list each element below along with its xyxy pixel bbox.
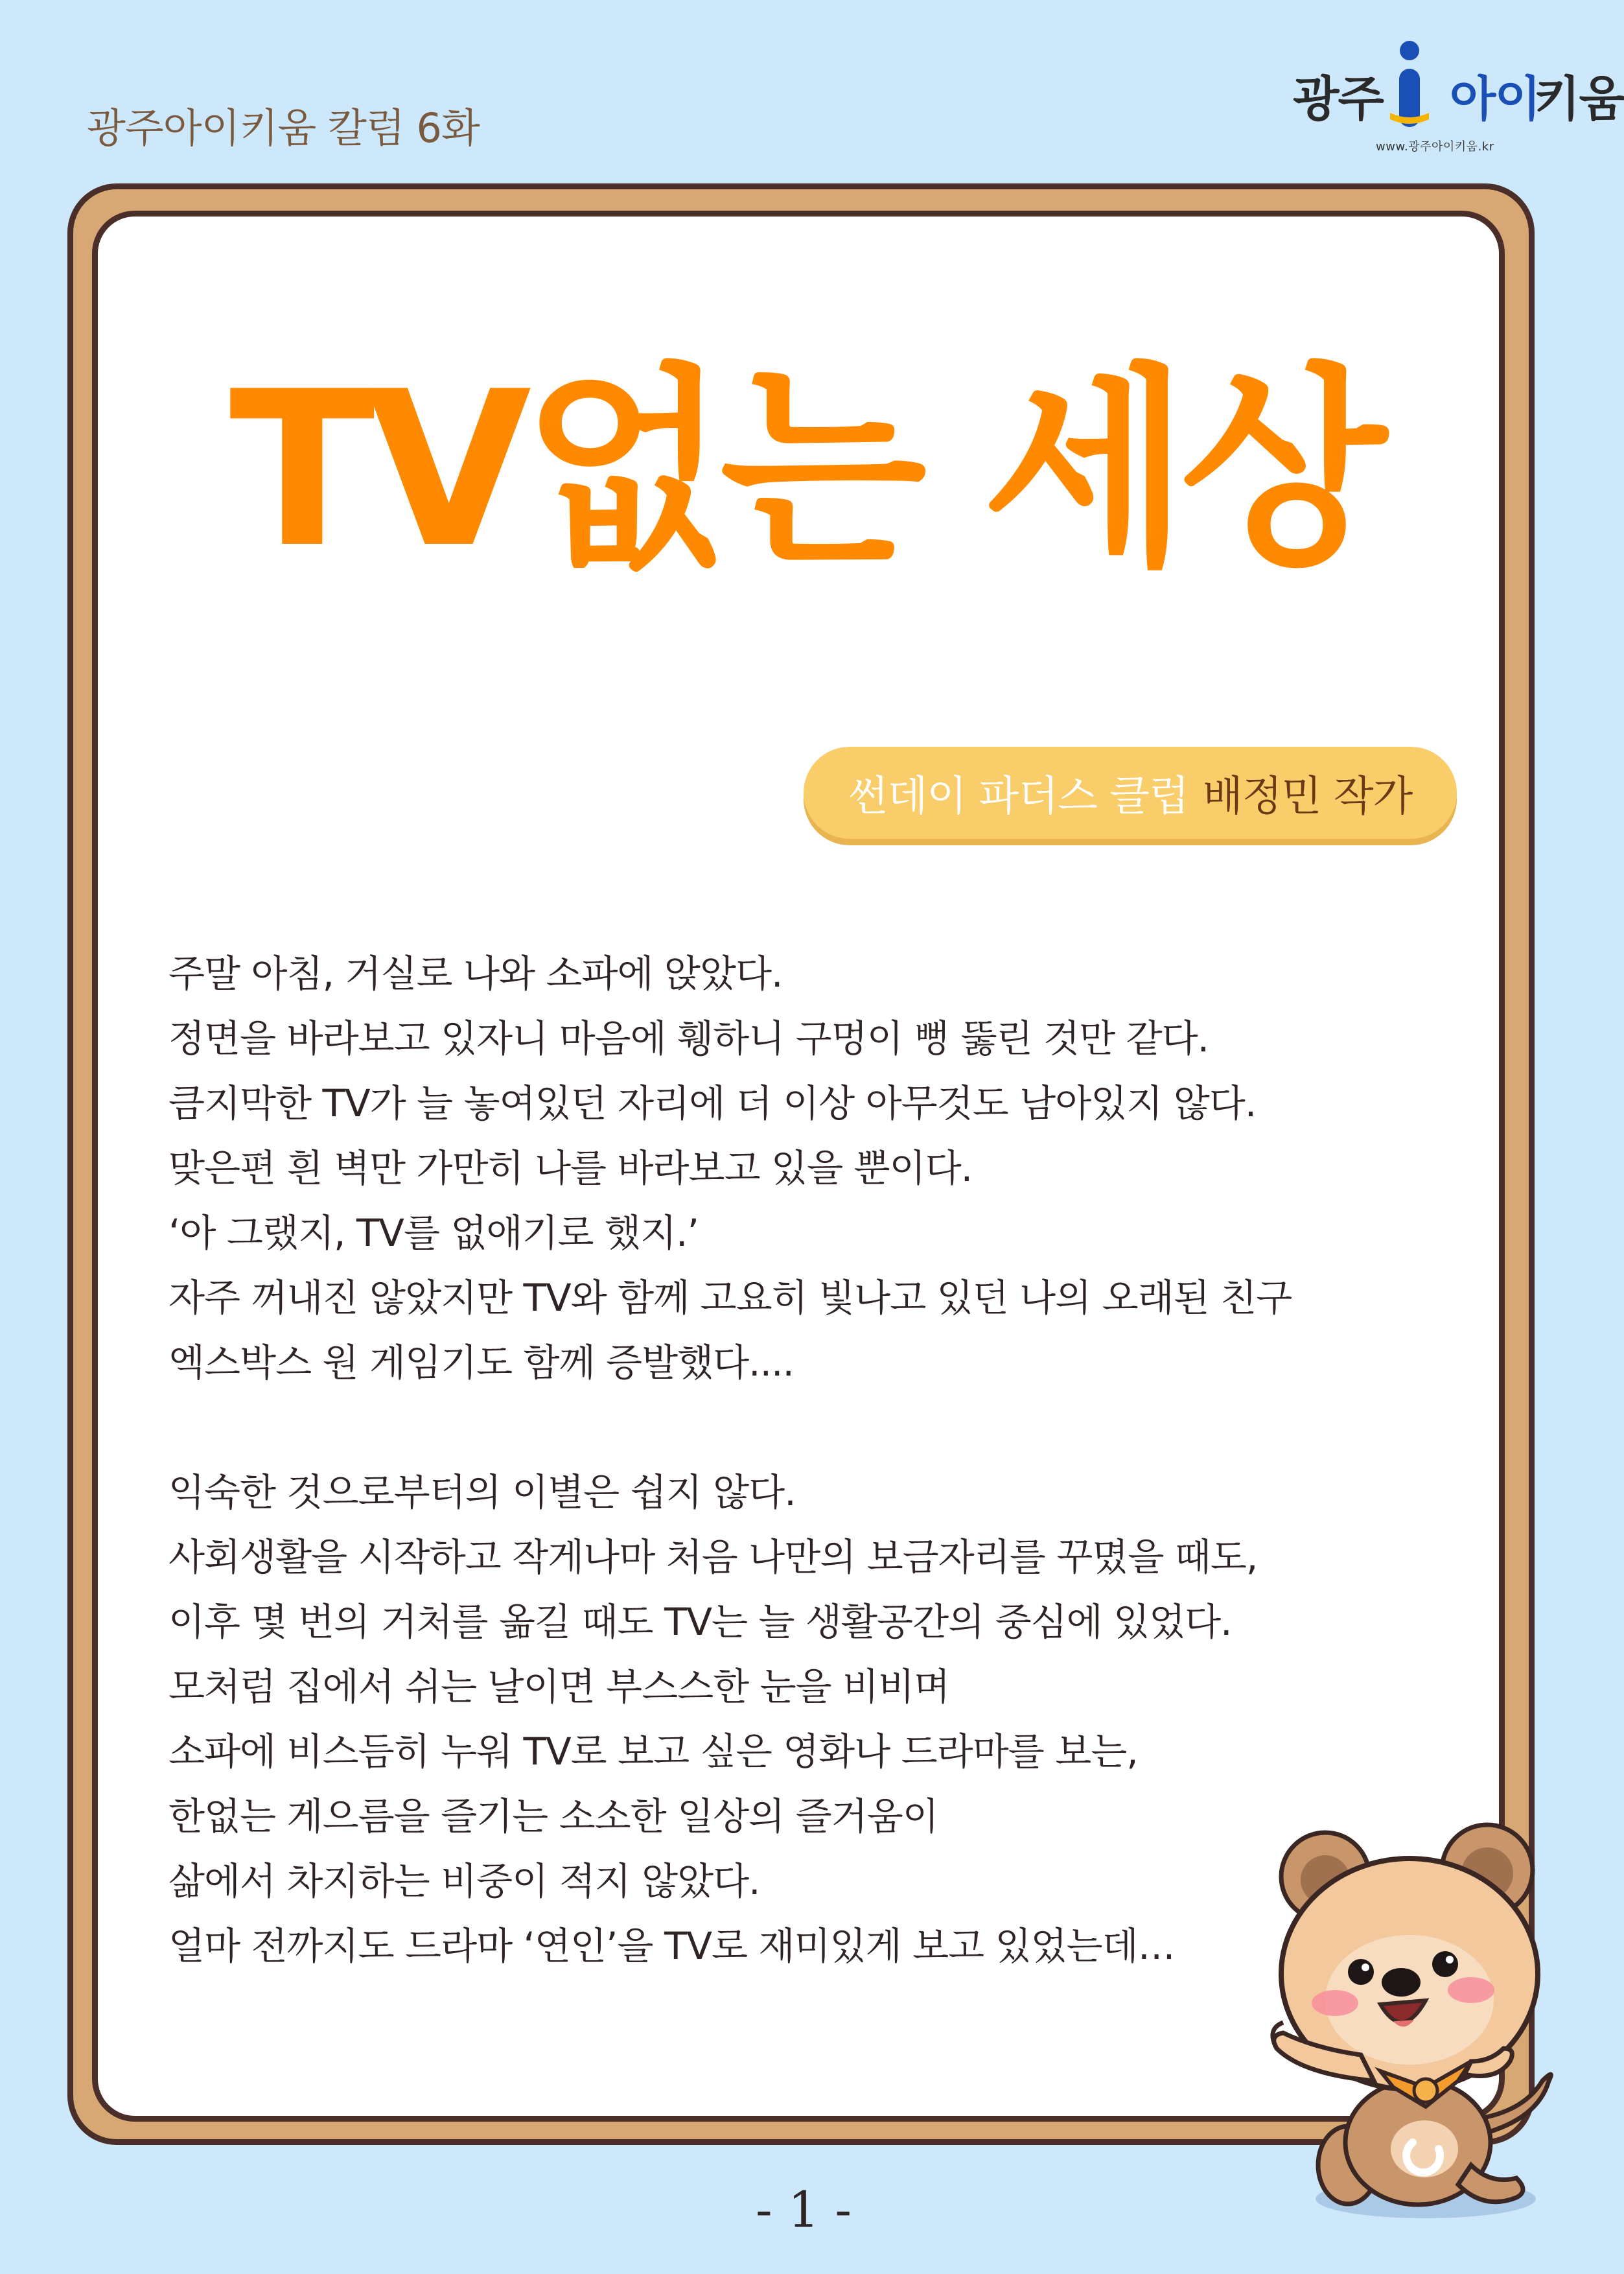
- logo-i-figure-icon: [1384, 36, 1435, 153]
- page-title: TV없는 세상: [229, 346, 1378, 594]
- body-line: 삶에서 차지하는 비중이 적지 않았다.: [168, 1859, 760, 1903]
- body-line: 한없는 게으름을 즐기는 소소한 일상의 즐거움이: [168, 1794, 938, 1838]
- logo-url: www.광주아이키움.kr: [1376, 140, 1494, 154]
- body-line: 익숙한 것으로부터의 이별은 쉽지 않다.: [168, 1470, 796, 1514]
- body-line: ‘아 그랬지, TV를 없애기로 했지.’: [168, 1211, 699, 1255]
- quokka-mascot-icon: [1264, 1776, 1575, 2230]
- author-club: 썬데이 파더스 클럽: [848, 773, 1189, 821]
- body-line: 정면을 바라보고 있자니 마음에 휑하니 구멍이 뻥 뚫린 것만 같다.: [168, 1016, 1209, 1061]
- body-line: 자주 꺼내진 않았지만 TV와 함께 고요히 빛나고 있던 나의 오래된 친구: [168, 1276, 1292, 1320]
- column-series-label: 광주아이키움 칼럼 6화: [87, 104, 480, 152]
- body-line: 주말 아침, 거실로 나와 소파에 앉았다.: [168, 952, 783, 996]
- body-line: 모처럼 집에서 쉬는 날이면 부스스한 눈을 비비며: [168, 1665, 950, 1709]
- gwangju-ikium-logo: [1293, 36, 1624, 166]
- page-number: - 1 -: [755, 2181, 852, 2238]
- body-line: 이후 몇 번의 거처를 옮길 때도 TV는 늘 생활공간의 중심에 있었다.: [168, 1600, 1232, 1644]
- logo-text-mid: 아이: [1450, 71, 1540, 127]
- author-name: 배정민 작가: [1202, 773, 1413, 821]
- column-body: [168, 941, 1400, 2043]
- logo-text-left: 광주: [1293, 71, 1383, 127]
- body-line: 큼지막한 TV가 늘 놓여있던 자리에 더 이상 아무것도 남아있지 않다.: [168, 1081, 1257, 1125]
- logo-text-right: 키움: [1534, 71, 1624, 127]
- body-line: 사회생활을 시작하고 작게나마 처음 나만의 보금자리를 꾸몄을 때도,: [168, 1535, 1258, 1579]
- author-badge: [804, 747, 1457, 839]
- paragraph-2: [168, 1460, 1400, 1978]
- body-line: 소파에 비스듬히 누워 TV로 보고 싶은 영화나 드라마를 보는,: [168, 1729, 1138, 1774]
- body-line: 얼마 전까지도 드라마 ‘연인’을 TV로 재미있게 보고 있었는데…: [168, 1924, 1175, 1968]
- body-line: 엑스박스 원 게임기도 함께 증발했다....: [168, 1341, 794, 1385]
- body-line: 맞은편 흰 벽만 가만히 나를 바라보고 있을 뿐이다.: [168, 1146, 973, 1190]
- paragraph-1: [168, 941, 1400, 1395]
